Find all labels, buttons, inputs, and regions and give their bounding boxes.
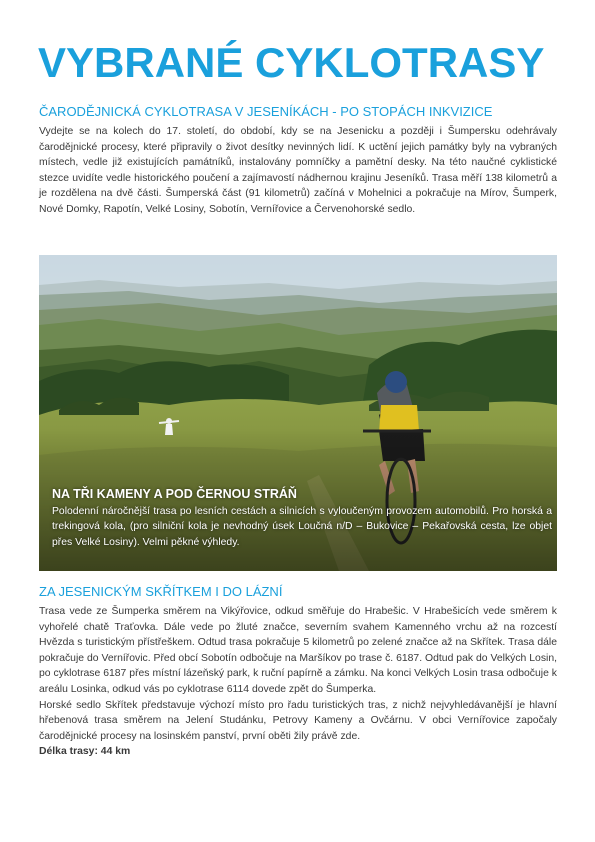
caption-title: NA TŘI KAMENY A POD ČERNOU STRÁŇ xyxy=(52,487,297,501)
section-text-witch-trail xyxy=(39,124,557,218)
caption-text: Polodenní náročnější trasa po lesních cestách a silnicích s vyloučeným provozem automobilů. Pro horská a trekingová kola, (pro silniční kola je nevhodný úsek Loučná n/D – Bukovice – Pekařovská cesta, lze objet přes Velké Losiny). Velmi pěkné výhledy. xyxy=(52,506,552,548)
section-heading-goblin-trail: ZA JESENICKÝM SKŘÍTKEM I DO LÁZNÍ xyxy=(39,584,283,599)
section-paragraph: Horské sedlo Skřítek představuje výchozí místo pro řadu turistických tras, z nichž nejvyhledávanější je hlavní hřebenová trasa směrem na Jelení Studánku, Petrovy Kameny a Ovčárnu. V obci Vernířovice započaly čarodějnické procesy na losinském panství, první oběti žily právě zde. xyxy=(39,699,557,742)
section-heading-witch-trail: ČARODĚJNICKÁ CYKLOTRASA V JESENÍKÁCH - PO STOPÁCH INKVIZICE xyxy=(39,104,493,119)
route-length: Délka trasy: 44 km xyxy=(39,746,131,758)
section-paragraph: Trasa vede ze Šumperka směrem na Vikýřovice, odkud směřuje do Hrabešic. V Hrabešicích vede směrem k vyhořelé chatě Traťovka. Dále vede po žluté značce, severním svahem Kamenného vrchu až na rozcestí Hvězda s turistickým přístřeškem. Odtud trasa pokračuje 5 kilometrů po zelené značce až na Skřítek. Trasa dále pokračuje do Vernířovic. Před obcí Sobotín odbočuje na Maršíkov po trase č. 6187. Odtud pak do Velkých Losin, po cyklotrase 6187 přes místní lázeňský park, k ruční papírně a zámku. Na konci Velkých Losin trasa odbočuje k areálu Losinka, odkud vás po cyklotrase 6114 dovede zpět do Šumperka. xyxy=(39,606,557,695)
section-paragraph: Vydejte se na kolech do 17. století, do období, kdy se na Jesenicku a později i Šumpersku odehrávaly čarodějnické procesy, které připravily o život desítky nevinných lidí. K uctění jejich památky byly na vybraných místech, vedle již existujících památníků, instalovány pomníčky a pamětní desky. Na této naučné cyklistické stezce uvidíte vedle historického poučení a zajímavostí nádhernou krajinu Jeseníků. Trasa měří 138 kilometrů a je rozdělena na dvě části. Šumperská část (91 kilometrů) začíná v Mohelnici a pokračuje na Mírov, Šumperk, Nové Domky, Rapotín, Velké Losiny, Sobotín, Vernířovice a Červenohorské sedlo. xyxy=(39,126,557,215)
page-title: VYBRANÉ CYKLOTRASY xyxy=(38,39,545,86)
section-text-goblin-trail xyxy=(39,604,557,760)
photo-caption xyxy=(52,486,552,550)
